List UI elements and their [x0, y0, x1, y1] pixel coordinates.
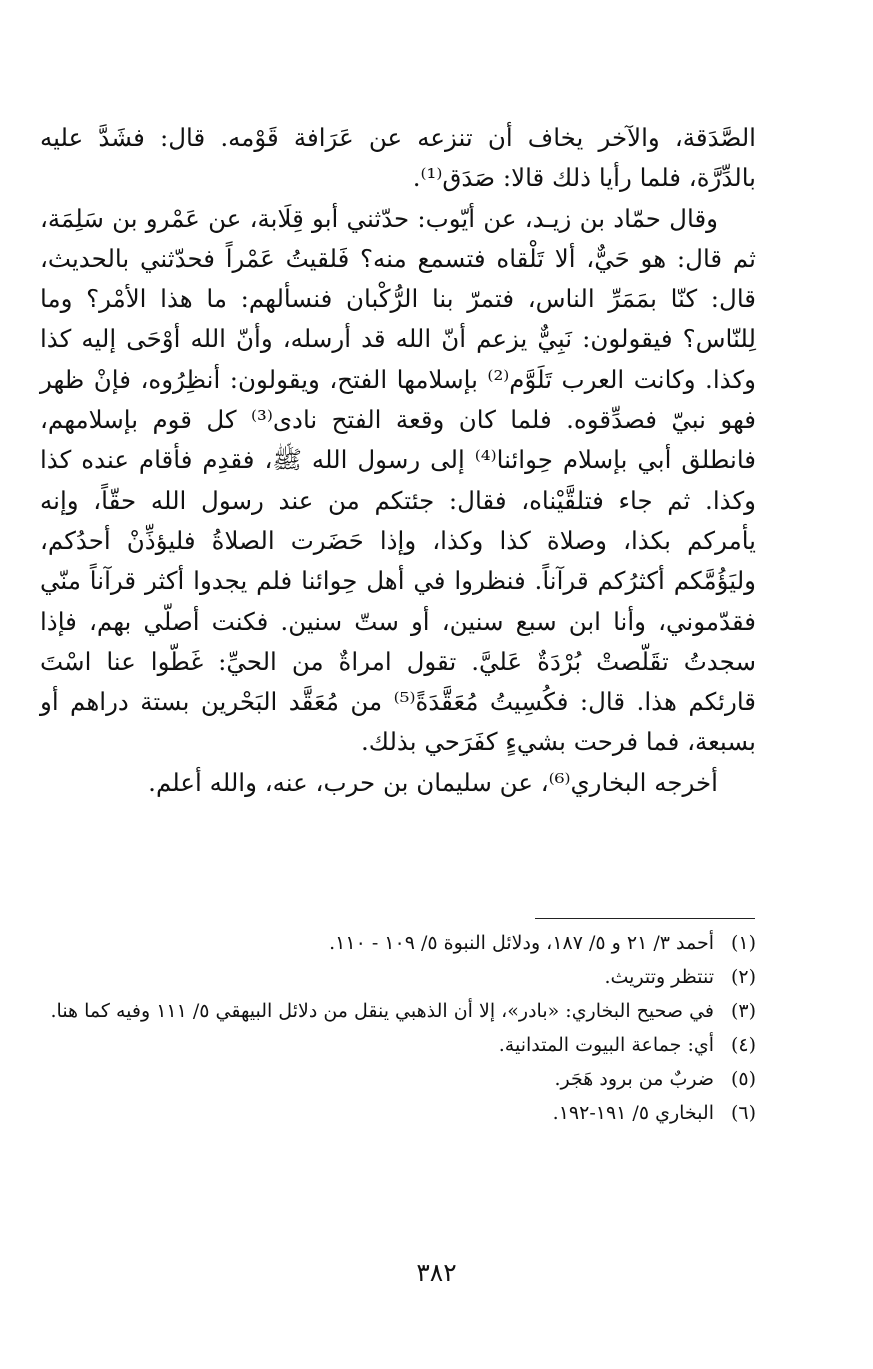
paragraph-source-attribution: أخرجه البخاري⁽⁶⁾، عن سليمان بن حرب، عنه، والله أعلم. — [148, 767, 718, 797]
footnote-text: ضربٌ من برود هَجَر. — [554, 1068, 714, 1090]
footnote-text: البخاري ٥/ ١٩١-١٩٢. — [552, 1102, 714, 1124]
footnote-item — [40, 1098, 756, 1128]
footnote-text: أي: جماعة البيوت المتدانية. — [498, 1034, 714, 1056]
footnote-text: أحمد ٣/ ٢١ و ٥/ ١٨٧، ودلائل النبوة ٥/ ١٠٩ - ١١٠. — [329, 932, 714, 954]
footnote-number: (٣) — [730, 1000, 756, 1022]
footnote-item — [40, 1064, 756, 1094]
main-text-body — [40, 118, 756, 803]
footnote-item — [40, 1030, 756, 1060]
footnote-item — [40, 962, 756, 992]
footnote-separator — [535, 918, 755, 919]
footnote-number: (٢) — [730, 966, 756, 988]
footnote-number: (١) — [730, 932, 756, 954]
footnote-item — [40, 928, 756, 958]
paragraph-continuation: الصَّدَقة، والآخر يخاف أن تنزعه عن عَرَافة قَوْمه. قال: فشَدَّ عليه بالدِّرَّة، فلما رأيا ذلك قالا: صَدَق⁽¹⁾. — [40, 123, 756, 193]
footnote-number: (٦) — [730, 1102, 756, 1124]
footnote-number: (٥) — [730, 1068, 756, 1090]
footnotes-section — [40, 928, 756, 1132]
footnote-text: في صحيح البخاري: «بادر»، إلا أن الذهبي ينقل من دلائل البيهقي ٥/ ١١١ وفيه كما هنا. — [50, 1000, 714, 1022]
footnote-text: تنتظر وتتريث. — [604, 966, 714, 988]
footnote-item — [40, 996, 756, 1026]
page-number: ٣٨٢ — [416, 1258, 457, 1287]
paragraph-hadith-narration: وقال حمّاد بن زيـد، عن أيّوب: حدّثني أبو قِلَابة، عن عَمْرو بن سَلِمَة، ثم قال: هو حَيٌّ، ألا تَلْقاه فتسمع منه؟ فَلقيتُ عَمْراً فحدّثني بالحديث، قال: كنّا بمَمَرِّ الناس، فتمرّ بنا الرُّكْبان فنسألهم: ما هذا الأمْر؟ وما لِلنّاس؟ فيقولون: نَبِيٌّ يزعم أنّ الله قد أرسله، وأنّ الله أوْحَى إليه كذا وكذا. وكانت العرب تَلَوَّم⁽²⁾ بإسلامها الفتح، ويقولون: أنظِرُوه، فإنْ ظهر فهو نبيّ فصدِّقوه. فلما كان وقعة الفتح نادى⁽³⁾ كل قوم بإسلامهم، فانطلق أبي بإسلام حِوائنا⁽⁴⁾ إلى رسول الله ﷺ، فقدِم فأقام عنده كذا وكذا. ثم جاء فتلقَّيْناه، فقال: جئتكم من عند رسول الله حقّاً، وإنه يأمركم بكذا، وصلاة كذا وكذا، وإذا حَضَرت الصلاةُ فليؤذِّنْ أحدُكم، وليَؤُمَّكم أكثرُكم قرآناً. فنظروا في أهل حِوائنا فلم يجدوا أكثر قرآناً منّي فقدّموني، وأنا ابن سبع سنين، أو ستّ سنين. فكنت أصلّي بهم، فإذا سجدتُ تقَلّصتْ بُرْدَةٌ عَليَّ. تقول امراةٌ من الحيِّ: غَطّوا عنا اسْتَ قارئكم هذا. قال: فكُسِيتُ مُعَقَّدَةً⁽⁵⁾ من مُعَقَّد البَحْرين بستة دراهم أو بسبعة، فما فرحت بشيءٍ كفَرَحي بذلك. — [40, 203, 757, 757]
footnote-number: (٤) — [730, 1034, 756, 1056]
